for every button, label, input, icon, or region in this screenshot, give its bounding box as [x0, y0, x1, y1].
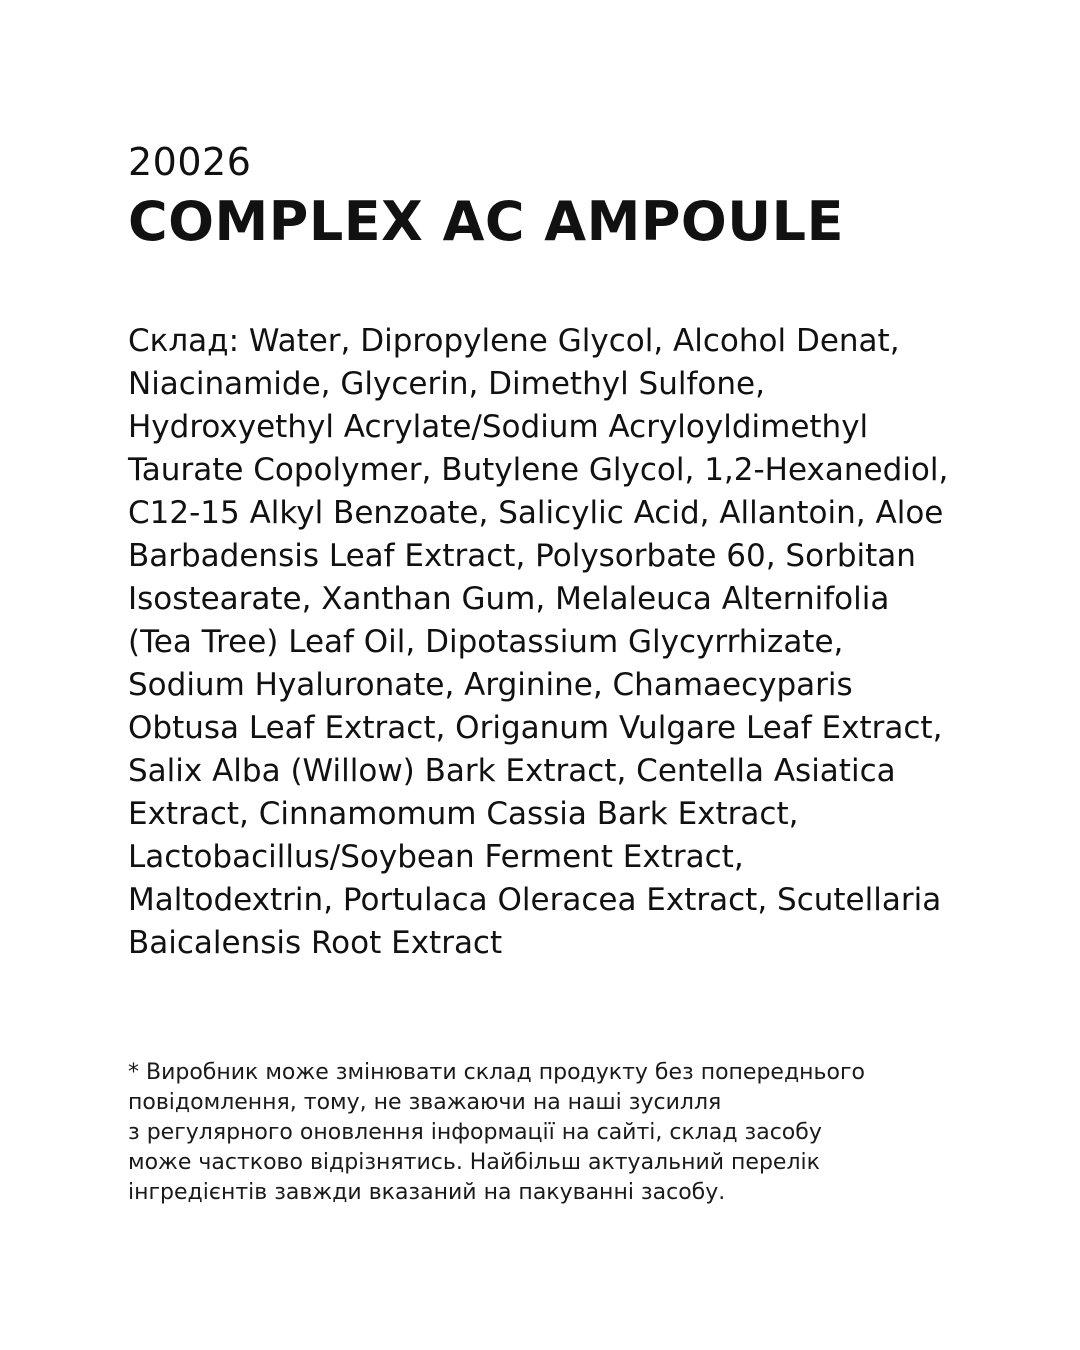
ingredients-line: C12-15 Alkyl Benzoate, Salicylic Acid, Allantoin, Aloe	[128, 495, 944, 531]
ingredients-line: Склад: Water, Dipropylene Glycol, Alcohol Denat,	[128, 323, 900, 359]
ingredients-line: Niacinamide, Glycerin, Dimethyl Sulfone,	[128, 366, 765, 402]
disclaimer-note	[128, 1058, 1028, 1208]
ingredients-line: Sodium Hyaluronate, Arginine, Chamaecyparis	[128, 667, 853, 703]
ingredients-line: Baicalensis Root Extract	[128, 925, 503, 961]
disclaimer-line: повідомлення, тому, не зважаючи на наші зусилля	[128, 1090, 722, 1115]
ingredients-line: Salix Alba (Willow) Bark Extract, Centella Asiatica	[128, 753, 896, 789]
product-name: COMPLEX AC AMPOULE	[128, 190, 844, 253]
ingredients-line: Barbadensis Leaf Extract, Polysorbate 60, Sorbitan	[128, 538, 916, 574]
ingredients-list	[128, 320, 1038, 965]
product-header	[128, 138, 1048, 256]
ingredients-line: Isostearate, Xanthan Gum, Melaleuca Alternifolia	[128, 581, 890, 617]
disclaimer-line: з регулярного оновлення інформації на сайті, склад засобу	[128, 1120, 822, 1145]
ingredients-line: Extract, Cinnamomum Cassia Bark Extract,	[128, 796, 799, 832]
disclaimer-line: * Виробник може змінювати склад продукту без попереднього	[128, 1060, 865, 1085]
disclaimer-line: інгредієнтів завжди вказаний на пакуванні засобу.	[128, 1180, 726, 1205]
ingredients-line: Hydroxyethyl Acrylate/Sodium Acryloyldimethyl	[128, 409, 869, 445]
ingredients-line: Lactobacillus/Soybean Ferment Extract,	[128, 839, 744, 875]
disclaimer-line: може частково відрізнятись. Найбільш актуальний перелік	[128, 1150, 820, 1175]
ingredients-line: Obtusa Leaf Extract, Origanum Vulgare Leaf Extract,	[128, 710, 943, 746]
ingredients-line: (Tea Tree) Leaf Oil, Dipotassium Glycyrrhizate,	[128, 624, 844, 660]
product-code: 20026	[128, 140, 252, 184]
ingredients-line: Taurate Copolymer, Butylene Glycol, 1,2-Hexanediol,	[128, 452, 949, 488]
ingredients-line: Maltodextrin, Portulaca Oleracea Extract, Scutellaria	[128, 882, 942, 918]
